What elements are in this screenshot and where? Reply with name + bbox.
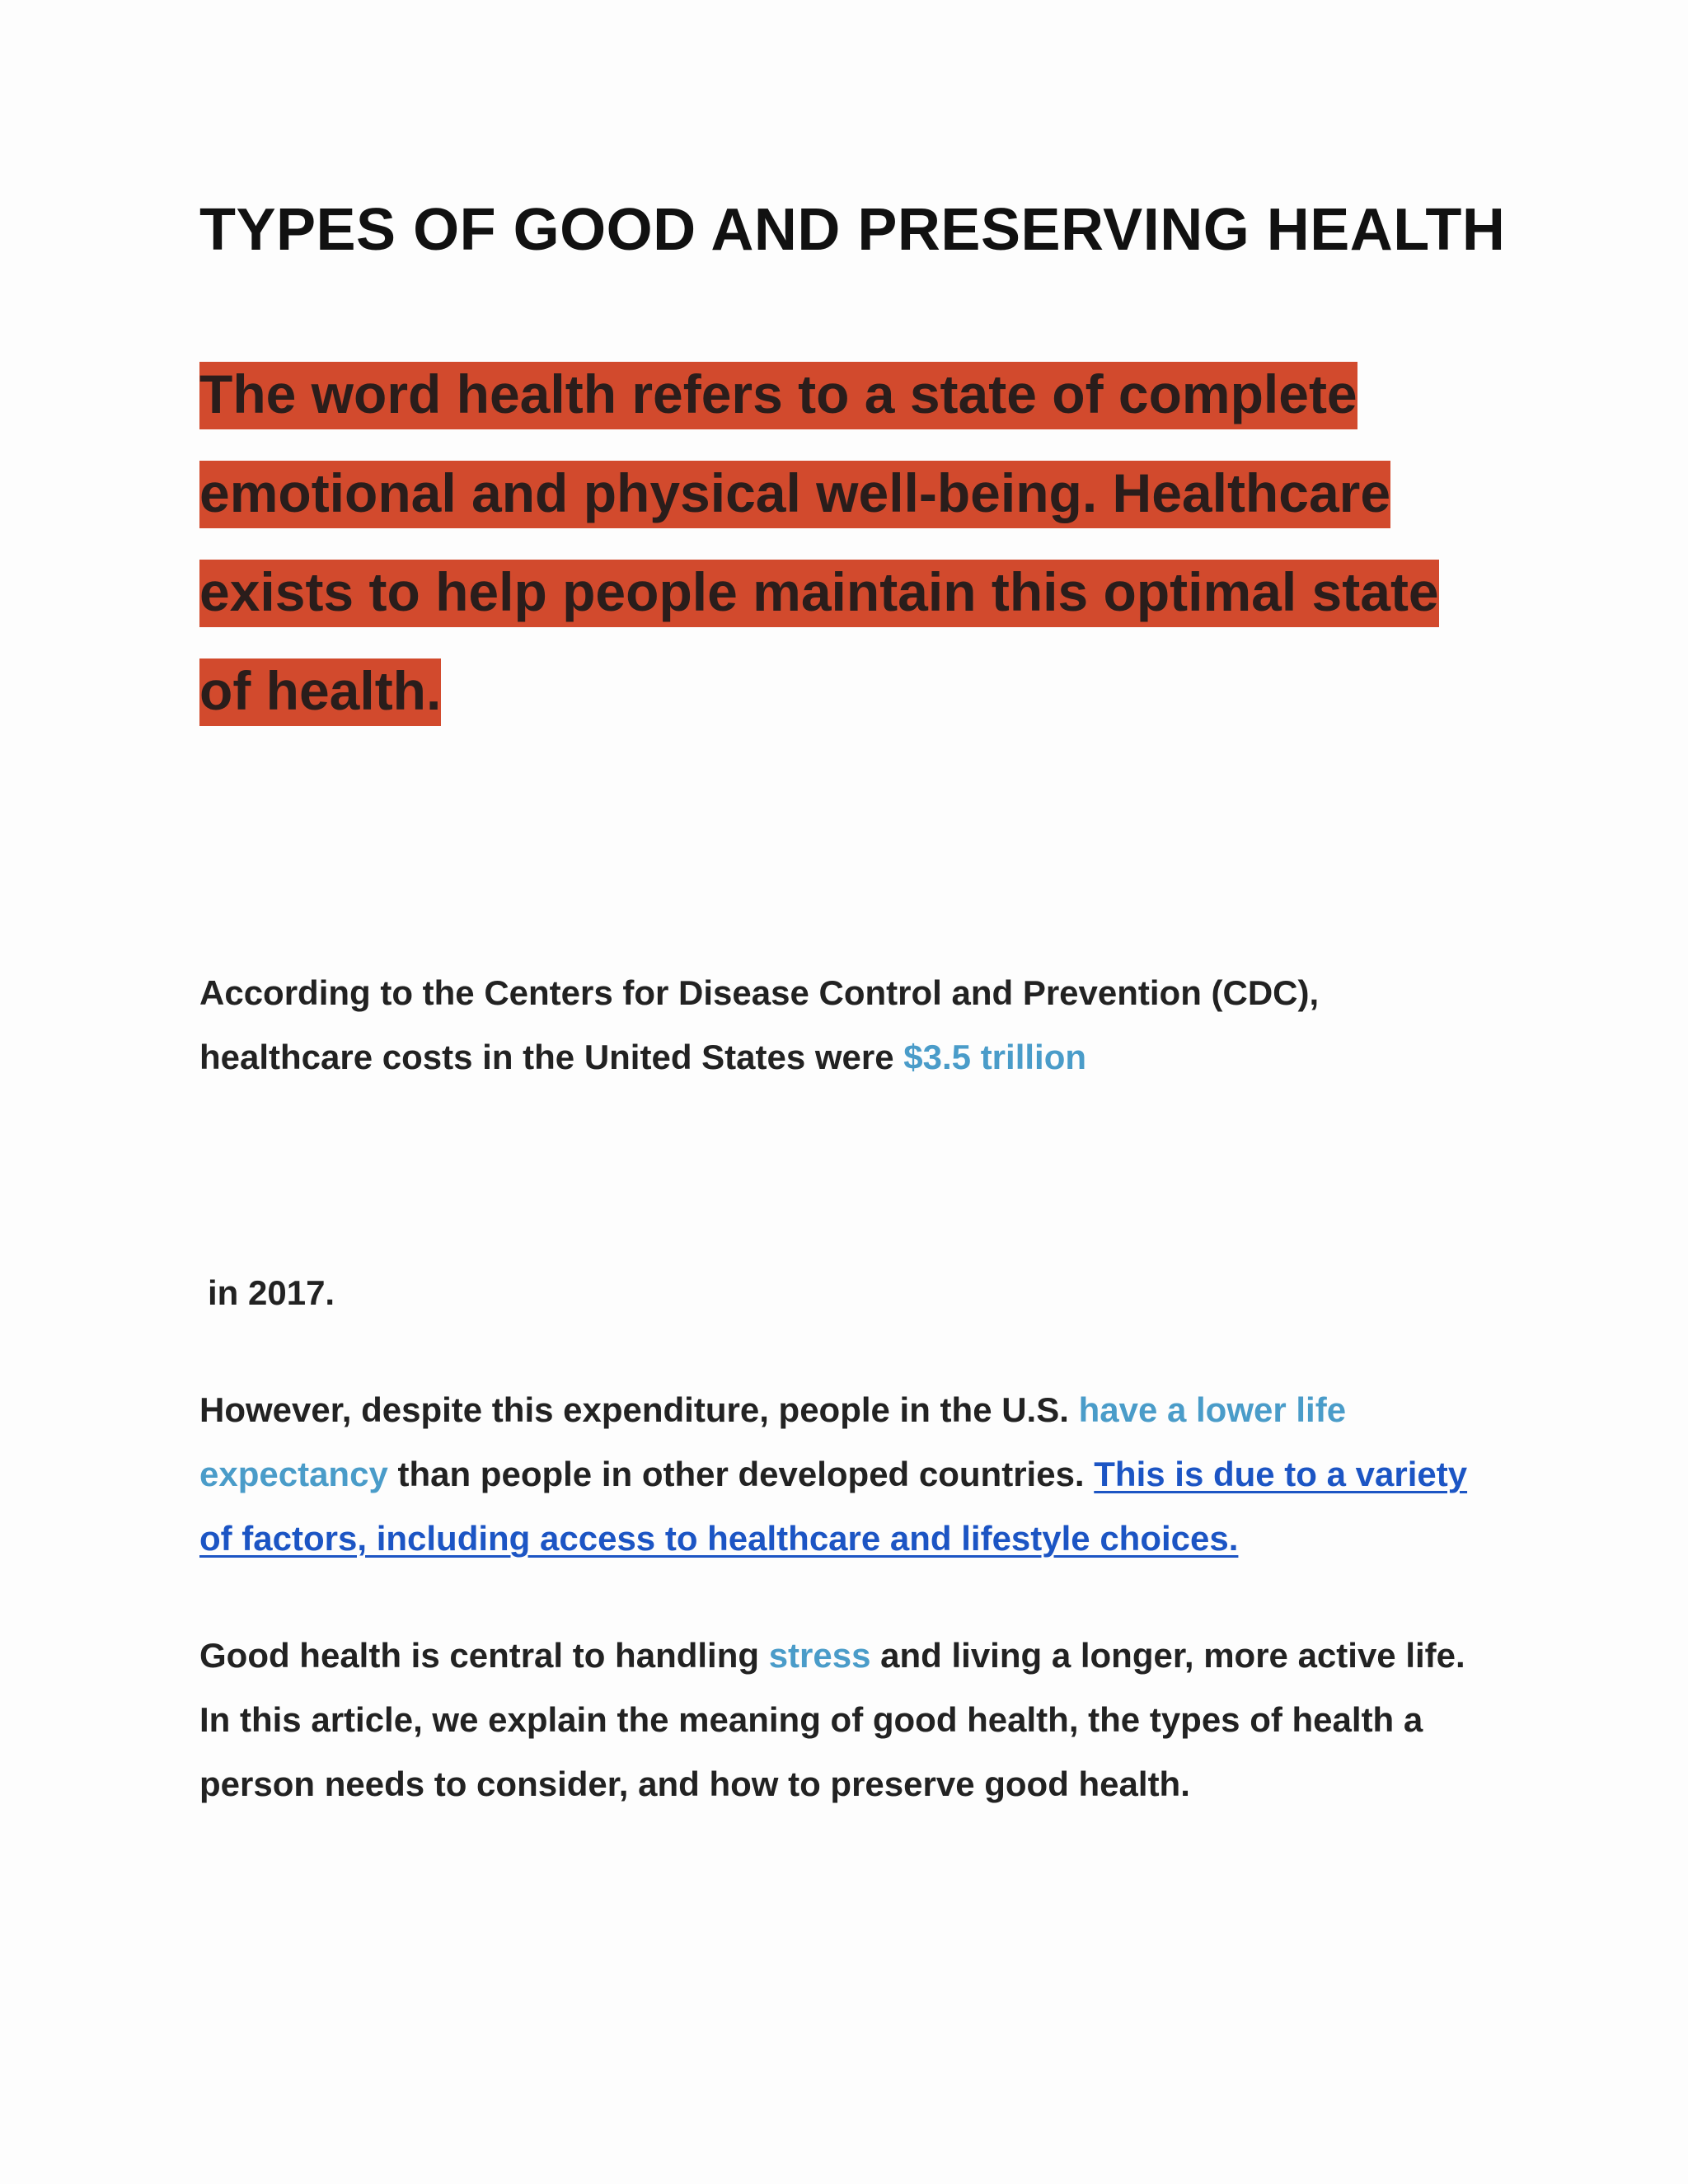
life-expectancy-link[interactable]: have a lower life expectancy	[199, 1390, 1347, 1493]
factors-link[interactable]: This is due to a variety of factors, including access to healthcare and lifestyle choices.	[199, 1455, 1468, 1558]
stress-link[interactable]: stress	[768, 1636, 871, 1675]
cdc-paragraph-text: According to the Centers for Disease Control and Prevention (CDC), healthcare costs in the United States were	[199, 973, 1320, 1076]
cdc-paragraph	[199, 961, 1485, 1090]
year-paragraph	[208, 1261, 335, 1325]
page-title: TYPES OF GOOD AND PRESERVING HEALTH	[199, 197, 1506, 263]
expenditure-text-middle: than people in other developed countries.	[387, 1455, 1095, 1493]
year-text: in 2017.	[208, 1273, 335, 1312]
good-health-text-start: Good health is central to handling	[199, 1636, 769, 1675]
good-health-text-end: and living a longer, more active life. In this article, we explain the meaning of good health, the types of health a person needs to consider, and how to preserve good health.	[199, 1636, 1465, 1803]
good-health-paragraph	[199, 1624, 1502, 1816]
highlighted-lead-text: The word health refers to a state of complete emotional and physical well-being. Healthcare exists to help people maintain this optimal state of health.	[199, 362, 1439, 726]
lead-paragraph	[199, 344, 1502, 740]
expenditure-paragraph	[199, 1378, 1502, 1571]
expenditure-text-start: However, despite this expenditure, people in the U.S.	[199, 1390, 1079, 1429]
trillion-link[interactable]: $3.5 trillion	[903, 1038, 1087, 1076]
